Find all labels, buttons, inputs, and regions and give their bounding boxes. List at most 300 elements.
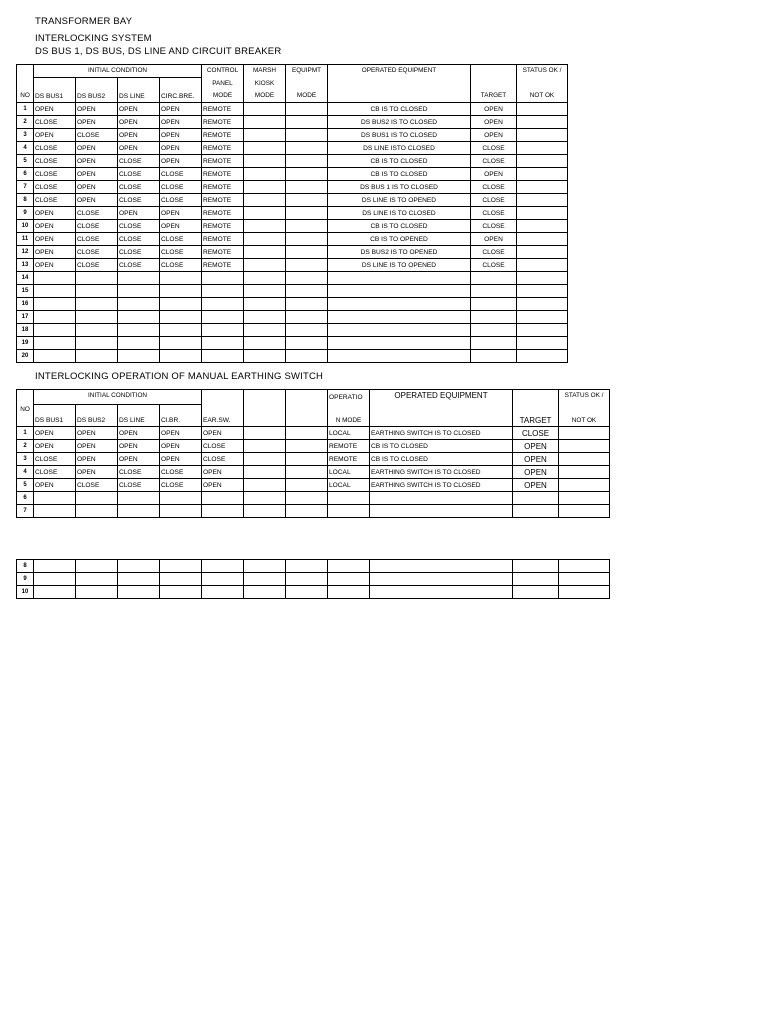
operated-equipment-cell: CB IS TO CLOSED	[328, 155, 471, 168]
marsh-kiosk-mode-cell	[244, 311, 286, 324]
ds-bus1-cell: OPEN	[34, 103, 76, 116]
status-cell	[517, 337, 568, 350]
target-cell: OPEN	[471, 129, 517, 142]
target-cell	[471, 311, 517, 324]
target-cell: CLOSE	[471, 207, 517, 220]
ds-line-cell	[118, 285, 160, 298]
status-cell	[559, 492, 610, 505]
empty-cell	[34, 586, 76, 599]
ds-line-cell: CLOSE	[118, 479, 160, 492]
operated-equipment-cell: DS LINE IS TO OPENED	[328, 194, 471, 207]
marsh-kiosk-mode-cell	[244, 142, 286, 155]
row-number: 5	[17, 155, 34, 168]
ds-bus1-cell	[34, 324, 76, 337]
marsh-kiosk-header-3: MODE	[244, 90, 286, 103]
marsh-kiosk-mode-cell	[244, 285, 286, 298]
target-cell: OPEN	[471, 103, 517, 116]
empty-cell	[202, 560, 244, 573]
ds-bus2-cell: OPEN	[76, 103, 118, 116]
table-row	[17, 116, 568, 129]
operation-mode-header: OPERATIO	[328, 390, 370, 405]
ds-bus2-cell: CLOSE	[76, 233, 118, 246]
target-cell	[471, 337, 517, 350]
circuit-breaker-cell: OPEN	[160, 116, 202, 129]
ds-line-cell: OPEN	[118, 440, 160, 453]
circuit-breaker-header: Cl.BR.	[160, 404, 202, 427]
earthing-switch-cell	[202, 505, 244, 518]
empty-cell	[286, 573, 328, 586]
row-number: 7	[17, 181, 34, 194]
empty-cell	[244, 573, 286, 586]
ds-line-cell: CLOSE	[118, 155, 160, 168]
control-panel-header-2: PANEL	[202, 78, 244, 91]
empty-cell	[118, 586, 160, 599]
ds-bus2-cell: OPEN	[76, 116, 118, 129]
earthing-switch-cell: OPEN	[202, 427, 244, 440]
ds-line-cell: OPEN	[118, 116, 160, 129]
operated-equipment-cell: DS LINE IS TO OPENED	[328, 259, 471, 272]
operated-equipment-cell: DS BUS2 IS TO OPENED	[328, 246, 471, 259]
title-earthing-switch: INTERLOCKING OPERATION OF MANUAL EARTHING SWITCH	[35, 371, 324, 382]
row-number: 13	[17, 259, 34, 272]
row-number: 9	[17, 207, 34, 220]
table-row	[17, 103, 568, 116]
status-cell	[559, 453, 610, 466]
empty-cell	[286, 560, 328, 573]
ds-bus1-cell	[34, 492, 76, 505]
ds-bus1-cell	[34, 272, 76, 285]
ds-bus2-cell	[76, 285, 118, 298]
operated-equipment-cell: CB IS TO CLOSED	[328, 168, 471, 181]
target-cell: CLOSE	[471, 259, 517, 272]
ds-bus1-cell: OPEN	[34, 207, 76, 220]
circuit-breaker-cell: OPEN	[160, 207, 202, 220]
target-cell: OPEN	[513, 466, 559, 479]
status-cell	[517, 142, 568, 155]
table-row	[17, 155, 568, 168]
ds-bus1-cell	[34, 505, 76, 518]
control-panel-header: CONTROL	[202, 65, 244, 78]
row-number: 20	[17, 350, 34, 363]
control-panel-mode-cell: REMOTE	[202, 129, 244, 142]
ds-bus1-cell	[34, 350, 76, 363]
operated-equipment-cell	[328, 272, 471, 285]
row-number: 16	[17, 298, 34, 311]
equipment-mode-cell	[286, 337, 328, 350]
table-row	[17, 259, 568, 272]
row-number: 15	[17, 285, 34, 298]
ds-bus2-cell	[76, 492, 118, 505]
initial-condition-header: INITIAL CONDITION	[34, 65, 202, 78]
status-cell	[517, 103, 568, 116]
operation-mode-cell	[328, 492, 370, 505]
operated-equipment-cell	[328, 350, 471, 363]
marsh-kiosk-header-2: KIOSK	[244, 78, 286, 91]
ds-bus2-header: DS BUS2	[76, 404, 118, 427]
ds-line-header: DS LINE	[118, 90, 160, 103]
target-cell: CLOSE	[471, 194, 517, 207]
empty-cell	[34, 573, 76, 586]
empty-cell	[244, 560, 286, 573]
status-cell	[559, 479, 610, 492]
empty-cell	[513, 573, 559, 586]
ds-line-cell: CLOSE	[118, 233, 160, 246]
control-panel-mode-cell: REMOTE	[202, 194, 244, 207]
row-number: 2	[17, 440, 34, 453]
empty-cell	[76, 586, 118, 599]
target-cell: CLOSE	[471, 142, 517, 155]
ds-line-cell: CLOSE	[118, 259, 160, 272]
control-panel-mode-cell	[202, 311, 244, 324]
not-ok-header: NOT OK	[559, 404, 610, 427]
operated-equipment-cell	[328, 337, 471, 350]
ds-line-cell: OPEN	[118, 453, 160, 466]
operation-mode-cell: REMOTE	[328, 440, 370, 453]
operated-equipment-cell	[370, 492, 513, 505]
circuit-breaker-cell	[160, 337, 202, 350]
marsh-kiosk-mode-cell	[244, 181, 286, 194]
ds-bus1-cell: CLOSE	[34, 116, 76, 129]
row-number: 6	[17, 168, 34, 181]
ds-line-cell: OPEN	[118, 142, 160, 155]
empty-cell	[513, 586, 559, 599]
target-cell	[471, 272, 517, 285]
circuit-breaker-cell: CLOSE	[160, 466, 202, 479]
target-cell	[471, 324, 517, 337]
title-interlocking-system: INTERLOCKING SYSTEM	[35, 33, 152, 44]
circuit-breaker-cell: OPEN	[160, 155, 202, 168]
empty-cell	[559, 573, 610, 586]
not-ok-header: NOT OK	[517, 90, 568, 103]
earthing-switch-cell: CLOSE	[202, 453, 244, 466]
interlocking-table	[16, 64, 568, 363]
table-row	[17, 181, 568, 194]
operated-equipment-cell: CB IS TO CLOSED	[370, 440, 513, 453]
status-header: STATUS OK /	[517, 65, 568, 78]
operation-mode-cell	[328, 505, 370, 518]
ds-line-cell: CLOSE	[118, 466, 160, 479]
equipment-mode-cell	[286, 103, 328, 116]
marsh-kiosk-mode-cell	[244, 129, 286, 142]
circuit-breaker-cell	[160, 285, 202, 298]
empty-cell	[244, 586, 286, 599]
ds-bus2-cell: OPEN	[76, 194, 118, 207]
control-panel-mode-cell: REMOTE	[202, 246, 244, 259]
status-cell	[517, 311, 568, 324]
empty-cell	[244, 440, 286, 453]
operated-equipment-cell	[370, 505, 513, 518]
table-row	[17, 427, 610, 440]
equipment-mode-cell	[286, 194, 328, 207]
table-row	[17, 298, 568, 311]
empty-cell	[328, 560, 370, 573]
operated-equipment-cell	[328, 298, 471, 311]
marsh-kiosk-mode-cell	[244, 103, 286, 116]
empty-cell	[244, 466, 286, 479]
empty-cell	[118, 573, 160, 586]
operation-mode-header-2: N MODE	[328, 404, 370, 427]
ds-bus2-cell: CLOSE	[76, 207, 118, 220]
earthing-switch-table	[16, 389, 610, 518]
marsh-kiosk-mode-cell	[244, 194, 286, 207]
target-cell: OPEN	[513, 440, 559, 453]
title-transformer-bay: TRANSFORMER BAY	[35, 16, 133, 27]
marsh-kiosk-mode-cell	[244, 233, 286, 246]
control-panel-mode-cell	[202, 350, 244, 363]
empty-cell	[286, 492, 328, 505]
ds-line-cell	[118, 492, 160, 505]
empty-cell	[559, 586, 610, 599]
continuation-table	[16, 559, 610, 599]
target-cell: OPEN	[471, 168, 517, 181]
ds-line-cell	[118, 337, 160, 350]
row-number: 17	[17, 311, 34, 324]
table-header-row	[17, 65, 568, 78]
operated-equipment-cell	[328, 311, 471, 324]
equipment-mode-cell	[286, 220, 328, 233]
circuit-breaker-cell	[160, 311, 202, 324]
ds-bus2-cell: CLOSE	[76, 129, 118, 142]
equipment-mode-cell	[286, 350, 328, 363]
empty-cell	[244, 479, 286, 492]
row-number: 3	[17, 453, 34, 466]
table-row	[17, 466, 610, 479]
earthing-switch-header: EAR.SW.	[202, 404, 244, 427]
empty-cell	[76, 573, 118, 586]
ds-bus1-cell	[34, 298, 76, 311]
table-row	[17, 246, 568, 259]
circuit-breaker-cell	[160, 272, 202, 285]
target-cell: OPEN	[471, 233, 517, 246]
table-row	[17, 129, 568, 142]
table-row	[17, 220, 568, 233]
empty-cell	[76, 560, 118, 573]
empty-cell	[244, 427, 286, 440]
ds-bus2-cell: OPEN	[76, 181, 118, 194]
ds-bus1-cell: CLOSE	[34, 142, 76, 155]
table-row	[17, 207, 568, 220]
status-cell	[517, 259, 568, 272]
table-row	[17, 453, 610, 466]
table-row	[17, 350, 568, 363]
marsh-kiosk-header: MARSH	[244, 65, 286, 78]
table-header-row	[17, 390, 610, 405]
marsh-kiosk-mode-cell	[244, 298, 286, 311]
ds-bus2-cell: CLOSE	[76, 246, 118, 259]
operated-equipment-cell: CB IS TO CLOSED	[328, 220, 471, 233]
circuit-breaker-cell: OPEN	[160, 129, 202, 142]
empty-cell	[370, 573, 513, 586]
circuit-breaker-cell: OPEN	[160, 453, 202, 466]
empty-cell	[202, 573, 244, 586]
status-cell	[517, 220, 568, 233]
equipment-mode-cell	[286, 259, 328, 272]
control-panel-mode-cell	[202, 337, 244, 350]
empty-cell	[370, 586, 513, 599]
row-number: 1	[17, 103, 34, 116]
status-cell	[517, 155, 568, 168]
control-panel-mode-cell: REMOTE	[202, 168, 244, 181]
empty-cell	[286, 453, 328, 466]
equipment-mode-cell	[286, 207, 328, 220]
table-row	[17, 440, 610, 453]
table-row	[17, 560, 610, 573]
row-number: 7	[17, 505, 34, 518]
operated-equipment-cell: DS BUS1 IS TO CLOSED	[328, 129, 471, 142]
control-panel-header-3: MODE	[202, 90, 244, 103]
ds-line-header: DS LINE	[118, 404, 160, 427]
table-row	[17, 492, 610, 505]
status-cell	[517, 350, 568, 363]
ds-line-cell: OPEN	[118, 103, 160, 116]
row-number: 10	[17, 586, 34, 599]
control-panel-mode-cell: REMOTE	[202, 207, 244, 220]
empty-cell	[286, 440, 328, 453]
equipment-mode-cell	[286, 272, 328, 285]
circuit-breaker-cell: CLOSE	[160, 194, 202, 207]
status-cell	[559, 440, 610, 453]
ds-line-cell	[118, 272, 160, 285]
ds-bus1-cell: OPEN	[34, 233, 76, 246]
target-cell: OPEN	[513, 479, 559, 492]
row-number: 12	[17, 246, 34, 259]
empty-cell	[118, 560, 160, 573]
table-row	[17, 479, 610, 492]
ds-bus1-cell: CLOSE	[34, 181, 76, 194]
operated-equipment-cell: CB IS TO OPENED	[328, 233, 471, 246]
table-header-row	[17, 78, 568, 91]
ds-bus2-cell: OPEN	[76, 168, 118, 181]
ds-line-cell: OPEN	[118, 427, 160, 440]
row-number: 14	[17, 272, 34, 285]
ds-bus2-cell: OPEN	[76, 440, 118, 453]
target-cell: CLOSE	[513, 427, 559, 440]
empty-cell	[370, 560, 513, 573]
ds-bus2-cell	[76, 505, 118, 518]
row-number: 8	[17, 194, 34, 207]
ds-bus2-cell: CLOSE	[76, 220, 118, 233]
operated-equipment-cell: DS LINE IS TO CLOSED	[328, 207, 471, 220]
table-row	[17, 311, 568, 324]
empty-cell	[244, 505, 286, 518]
row-number: 2	[17, 116, 34, 129]
table-row	[17, 233, 568, 246]
operated-equipment-cell	[328, 324, 471, 337]
ds-bus1-cell: CLOSE	[34, 466, 76, 479]
status-cell	[559, 466, 610, 479]
marsh-kiosk-mode-cell	[244, 246, 286, 259]
no-header: NO	[17, 404, 34, 427]
circuit-breaker-cell: OPEN	[160, 220, 202, 233]
status-cell	[517, 116, 568, 129]
control-panel-mode-cell: REMOTE	[202, 116, 244, 129]
marsh-kiosk-mode-cell	[244, 272, 286, 285]
ds-bus1-cell	[34, 337, 76, 350]
initial-condition-header: INITIAL CONDITION	[34, 390, 202, 405]
ds-line-cell: CLOSE	[118, 194, 160, 207]
control-panel-mode-cell	[202, 298, 244, 311]
ds-bus2-cell: OPEN	[76, 427, 118, 440]
target-header: TARGET	[513, 404, 559, 427]
ds-bus2-cell	[76, 298, 118, 311]
no-header: NO	[17, 90, 34, 103]
operated-equipment-cell: DS LINE ISTO CLOSED	[328, 142, 471, 155]
status-cell	[517, 246, 568, 259]
equipment-mode-header: EQUIPMT	[286, 65, 328, 78]
equipment-mode-cell	[286, 155, 328, 168]
status-header: STATUS OK /	[559, 390, 610, 405]
circuit-breaker-cell: OPEN	[160, 427, 202, 440]
ds-bus1-cell: OPEN	[34, 427, 76, 440]
operated-equipment-cell	[328, 285, 471, 298]
ds-line-cell	[118, 298, 160, 311]
circuit-breaker-cell: OPEN	[160, 440, 202, 453]
ds-bus1-cell: OPEN	[34, 220, 76, 233]
empty-cell	[160, 586, 202, 599]
ds-bus2-cell	[76, 350, 118, 363]
operation-mode-cell: LOCAL	[328, 479, 370, 492]
empty-cell	[286, 466, 328, 479]
row-number: 1	[17, 427, 34, 440]
empty-cell	[202, 586, 244, 599]
equipment-mode-cell	[286, 233, 328, 246]
table-row	[17, 573, 610, 586]
ds-bus1-cell: CLOSE	[34, 168, 76, 181]
marsh-kiosk-mode-cell	[244, 168, 286, 181]
control-panel-mode-cell: REMOTE	[202, 259, 244, 272]
operated-equipment-header: OPERATED EQUIPMENT	[370, 390, 513, 405]
ds-bus1-header: DS BUS1	[34, 404, 76, 427]
control-panel-mode-cell	[202, 324, 244, 337]
ds-bus2-cell: OPEN	[76, 142, 118, 155]
earthing-switch-cell: OPEN	[202, 479, 244, 492]
control-panel-mode-cell	[202, 285, 244, 298]
empty-cell	[559, 560, 610, 573]
operation-mode-cell: REMOTE	[328, 453, 370, 466]
status-cell	[517, 272, 568, 285]
circuit-breaker-cell: CLOSE	[160, 246, 202, 259]
circuit-breaker-cell: CLOSE	[160, 479, 202, 492]
ds-bus2-header: DS BUS2	[76, 90, 118, 103]
target-cell	[471, 285, 517, 298]
ds-bus2-cell: CLOSE	[76, 479, 118, 492]
equipment-mode-cell	[286, 311, 328, 324]
title-ds-bus-subtitle: DS BUS 1, DS BUS, DS LINE AND CIRCUIT BREAKER	[35, 46, 282, 57]
status-cell	[517, 129, 568, 142]
table-header-row	[17, 90, 568, 103]
empty-cell	[160, 560, 202, 573]
circuit-breaker-cell	[160, 298, 202, 311]
ds-line-cell: OPEN	[118, 207, 160, 220]
target-cell	[471, 298, 517, 311]
table-row	[17, 194, 568, 207]
operated-equipment-cell: DS BUS2 IS TO CLOSED	[328, 116, 471, 129]
control-panel-mode-cell: REMOTE	[202, 103, 244, 116]
table-row	[17, 324, 568, 337]
target-cell	[513, 505, 559, 518]
target-cell	[513, 492, 559, 505]
row-number: 5	[17, 479, 34, 492]
marsh-kiosk-mode-cell	[244, 337, 286, 350]
row-number: 18	[17, 324, 34, 337]
ds-bus1-cell: OPEN	[34, 479, 76, 492]
status-cell	[517, 233, 568, 246]
status-cell	[517, 168, 568, 181]
ds-bus1-cell	[34, 285, 76, 298]
operated-equipment-cell: DS BUS 1 IS TO CLOSED	[328, 181, 471, 194]
operated-equipment-cell: CB IS TO CLOSED	[328, 103, 471, 116]
control-panel-mode-cell: REMOTE	[202, 220, 244, 233]
